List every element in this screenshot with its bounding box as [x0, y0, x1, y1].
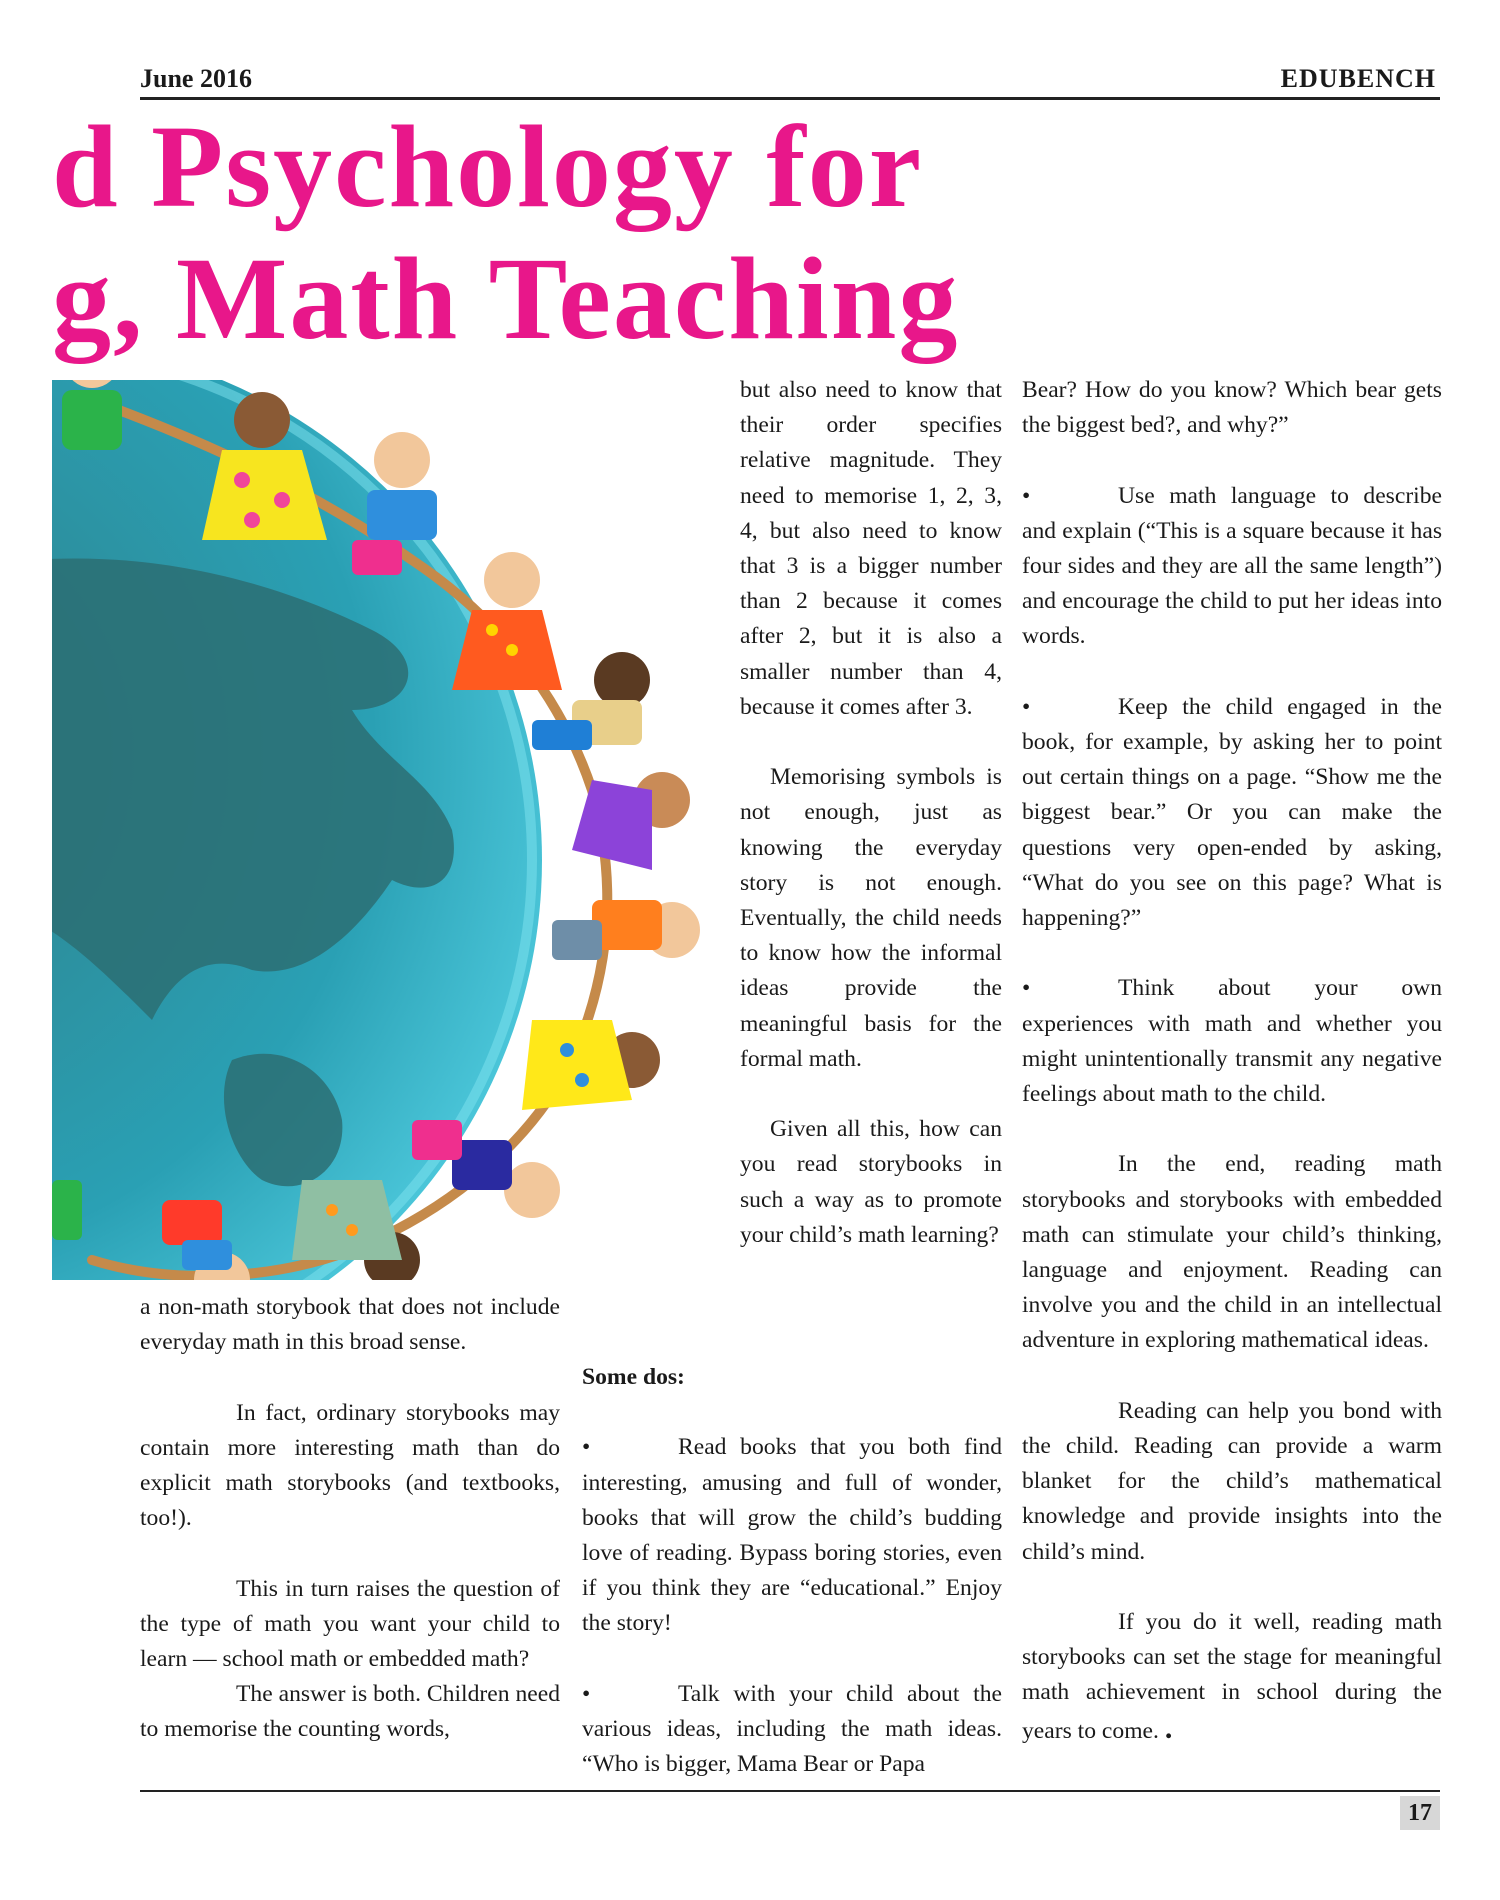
paragraph: Bear? How do you know? Which bear gets the biggest bed?, and why?” — [1022, 377, 1442, 439]
bullet-text: Use math language to describe and explain (“This is a square because it has four sides and they are all the same length”) and encourage the child to put her ideas into words. — [1022, 482, 1442, 650]
paragraph: Memorising symbols is not enough, just as knowing the everyday story is not enough. Eventually, the child needs to know how the informal ideas provide the meaningful basis for the formal math. — [740, 764, 1002, 1072]
paragraph — [1022, 1605, 1442, 1749]
end-mark: . — [1164, 1711, 1173, 1745]
issue-date: June 2016 — [140, 64, 252, 93]
page-number: 17 — [1400, 1796, 1440, 1830]
article-column-left — [140, 1290, 560, 1748]
bullet-item — [1022, 479, 1442, 655]
bullet-item — [582, 1430, 1002, 1641]
bullet-text: Read books that you both find interesting, amusing and full of wonder, books that will grow the child’s budding love of reading. Bypass boring stories, even if you think they are “educational.” Enjoy the story! — [582, 1434, 1002, 1637]
paragraph: but also need to know that their order specifies relative magnitude. They need to memorise 1, 2, 3, 4, but also need to know that 3 is a bigger number than 2 because it comes after 2, but it is also a smaller number than 4, because it comes after 3. — [740, 377, 1002, 720]
header-divider — [140, 97, 1440, 100]
paragraph: Given all this, how can you read storybooks in such a way as to promote your child’s math learning? — [740, 1116, 1002, 1248]
bullet-item — [1022, 971, 1442, 1112]
bullet-text: Keep the child engaged in the book, for example, by asking her to point out certain things on a page. “Show me the biggest bear.” Or you can make the questions very open-ended by asking, “What do you see on this page? What is happening?” — [1022, 693, 1442, 932]
bullet-icon: • — [582, 1434, 591, 1461]
article-column-continued — [740, 373, 1002, 1253]
bullet-item — [582, 1677, 1002, 1783]
bullet-item — [1022, 690, 1442, 936]
paragraph: Reading can help you bond with the child. Reading can provide a warm blanket for the child’s mathematical knowledge and provide insights into the child’s mind. — [1022, 1397, 1442, 1565]
bullet-text: Think about your own experiences with math and whether you might unintentionally transmit any negative feelings about math to the child. — [1022, 975, 1442, 1108]
article-column-right — [1022, 373, 1442, 1749]
bullet-icon: • — [1022, 975, 1031, 1002]
some-dos-column — [582, 1360, 1002, 1782]
bullet-text: Talk with your child about the various ideas, including the math ideas. “Who is bigger, Mama Bear or Papa — [582, 1680, 1002, 1778]
section-subhead: Some dos: — [582, 1364, 685, 1390]
closing-text: If you do it well, reading math storybooks can set the stage for meaningful math achievement in school during the years to come. — [1022, 1609, 1442, 1744]
paragraph: In the end, reading math storybooks and storybooks with embedded math can stimulate your child’s thinking, language and enjoyment. Reading can involve you and the child in an intellectual adventure in exploring mathematical ideas. — [1022, 1151, 1442, 1354]
children-around-globe-illustration — [52, 380, 752, 1280]
bullet-icon: • — [582, 1680, 591, 1707]
paragraph: a non-math storybook that does not include everyday math in this broad sense. — [140, 1294, 560, 1356]
footer-divider — [140, 1790, 1440, 1792]
headline-line-2: g, Math Teaching — [52, 233, 960, 364]
paragraph: This in turn raises the question of the type of math you want your child to learn — school math or embedded math? — [140, 1575, 560, 1672]
bullet-icon: • — [1022, 482, 1031, 509]
paragraph: In fact, ordinary storybooks may contain more interesting math than do explicit math storybooks (and textbooks, too!). — [140, 1399, 560, 1532]
paragraph: The answer is both. Children need to memorise the counting words, — [140, 1681, 560, 1743]
bullet-icon: • — [1022, 693, 1031, 720]
headline-line-1: d Psychology for — [52, 101, 924, 232]
publication-name: EDUBENCH — [1280, 64, 1436, 93]
